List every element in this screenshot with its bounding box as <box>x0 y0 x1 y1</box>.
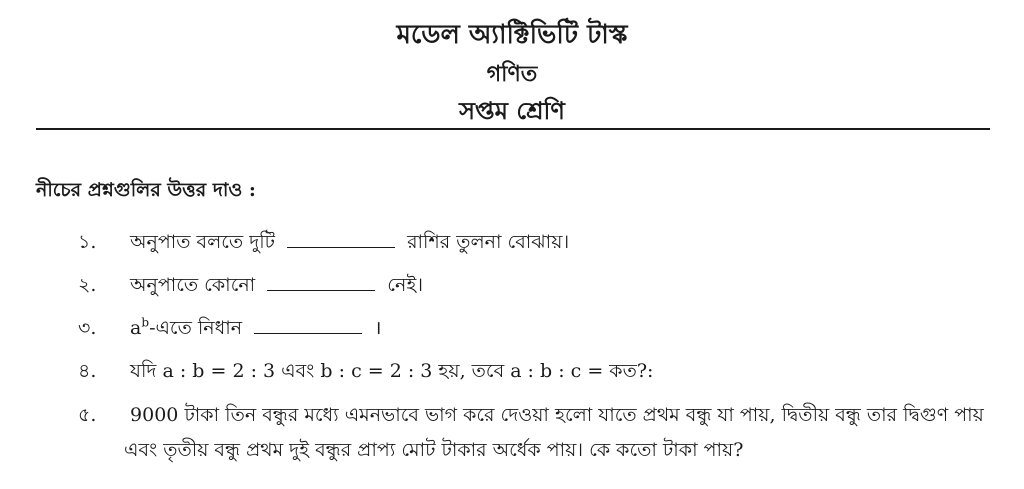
question-number: ৪. <box>78 360 97 382</box>
question-text: অনুপাত বলতে দুটি <box>130 231 275 253</box>
header-rule <box>36 128 990 130</box>
question-number: ৩. <box>78 317 97 339</box>
question-text: 9000 টাকা তিন বন্ধুর মধ্যে এমনভাবে ভাগ করে দেওয়া হলো যাতে প্রথম বন্ধু যা পায়, দ্বিতীয় বন্ধু তার দ্বিগুণ পায় <box>130 404 984 426</box>
question-2 <box>78 271 423 303</box>
question-text: । <box>374 317 382 339</box>
question-text: -এতে নিধান <box>149 317 243 339</box>
question-text: হয়, তবে <box>438 360 505 382</box>
subject-heading: গণিত <box>486 61 538 87</box>
question-4 <box>78 357 653 389</box>
math-base: a <box>130 317 142 339</box>
math-expression: a : b = 2 : 3 <box>162 360 276 382</box>
math-expression: a : b : c = <box>510 360 604 382</box>
question-text: এবং <box>281 360 315 382</box>
question-text: অনুপাতে কোনো <box>130 274 256 296</box>
question-number: ৫. <box>78 404 97 426</box>
class-heading: সপ্তম শ্রেণি <box>459 96 565 125</box>
answer-blank[interactable] <box>267 276 375 291</box>
question-5-continuation <box>124 436 743 468</box>
question-1 <box>78 228 569 260</box>
math-expression: b : c = 2 : 3 <box>320 360 433 382</box>
question-text: রাশির তুলনা বোঝায়। <box>407 231 570 253</box>
math-exponent: b <box>141 315 150 330</box>
question-text: এবং তৃতীয় বন্ধু প্রথম দুই বন্ধুর প্রাপ্য মোট টাকার অর্ধেক পায়। কে কতো টাকা পায়? <box>124 439 744 461</box>
page-title: মডেল অ্যাক্টিভিটি টাস্ক <box>396 20 628 50</box>
question-5 <box>78 401 984 433</box>
question-3 <box>78 314 381 346</box>
answer-blank[interactable] <box>254 319 362 334</box>
question-number: ১. <box>78 231 97 253</box>
instruction-text: নীচের প্রশ্নগুলির উত্তর দাও : <box>36 179 256 201</box>
question-text: যদি <box>130 360 157 382</box>
question-text: নেই। <box>387 274 424 296</box>
answer-blank[interactable] <box>287 233 395 248</box>
question-text: কত?: <box>609 360 654 382</box>
question-number: ২. <box>78 274 97 296</box>
